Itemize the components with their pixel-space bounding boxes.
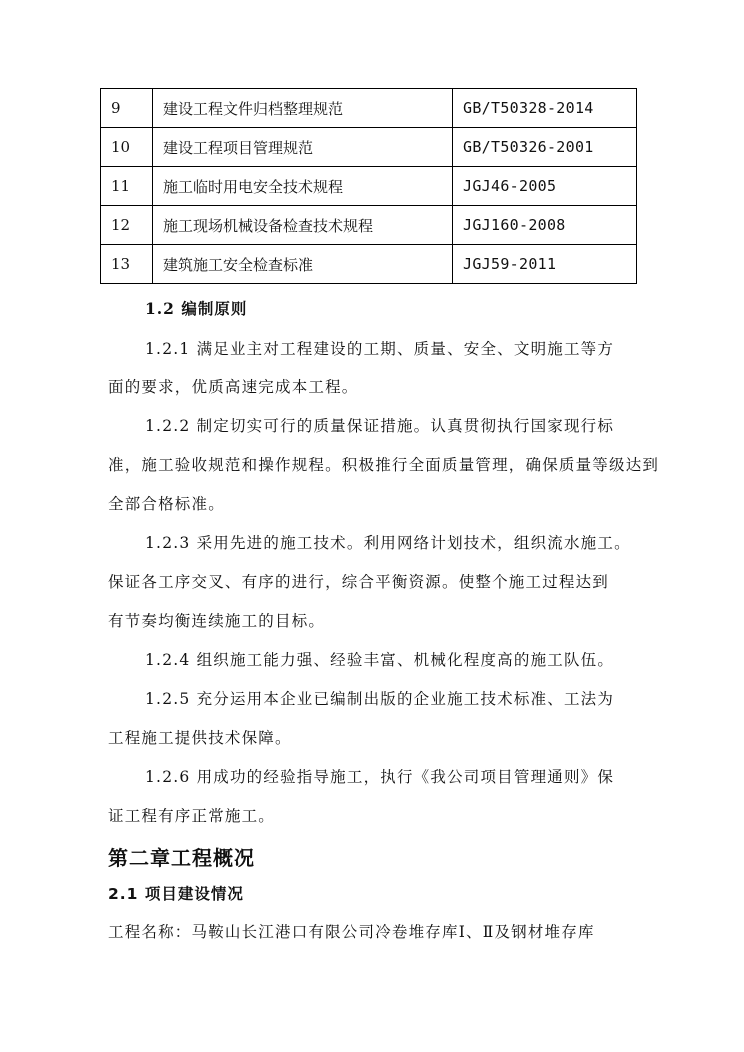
- standard-code: JGJ59-2011: [453, 245, 637, 284]
- paragraph-line: 1.2.6 用成功的经验指导施工，执行《我公司项目管理通则》保: [145, 768, 615, 786]
- row-number: 11: [101, 167, 153, 206]
- section-heading-1-2: 1.2 编制原则: [145, 299, 248, 318]
- section-heading-2-1: 2.1 项目建设情况: [108, 885, 244, 903]
- standard-code: GB/T50328-2014: [453, 89, 637, 128]
- paragraph-line: 1.2.1 满足业主对工程建设的工期、质量、安全、文明施工等方: [145, 340, 615, 358]
- standards-table: [100, 88, 637, 284]
- row-number: 10: [101, 128, 153, 167]
- table-row: [101, 128, 637, 167]
- paragraph-line: 1.2.4 组织施工能力强、经验丰富、机械化程度高的施工队伍。: [145, 651, 615, 669]
- paragraph-line: 1.2.3 采用先进的施工技术。利用网络计划技术，组织流水施工。: [145, 534, 631, 552]
- project-name-line: 工程名称：马鞍山长江港口有限公司冷卷堆存库Ⅰ、Ⅱ及钢材堆存库: [108, 923, 595, 941]
- paragraph-line: 准，施工验收规范和操作规程。积极推行全面质量管理，确保质量等级达到: [108, 456, 660, 474]
- standard-name: 建设工程项目管理规范: [153, 128, 453, 167]
- standard-name: 施工现场机械设备检查技术规程: [153, 206, 453, 245]
- row-number: 9: [101, 89, 153, 128]
- table-row: [101, 89, 637, 128]
- row-number: 13: [101, 245, 153, 284]
- table-row: [101, 167, 637, 206]
- standard-code: JGJ46-2005: [453, 167, 637, 206]
- paragraph-line: 工程施工提供技术保障。: [108, 729, 292, 747]
- paragraph-line: 面的要求，优质高速完成本工程。: [108, 378, 359, 396]
- paragraph-line: 1.2.2 制定切实可行的质量保证措施。认真贯彻执行国家现行标: [145, 417, 615, 435]
- row-number: 12: [101, 206, 153, 245]
- standard-name: 施工临时用电安全技术规程: [153, 167, 453, 206]
- standard-name: 建设工程文件归档整理规范: [153, 89, 453, 128]
- paragraph-line: 1.2.5 充分运用本企业已编制出版的企业施工技术标准、工法为: [145, 690, 615, 708]
- paragraph-line: 全部合格标准。: [108, 495, 225, 513]
- paragraph-line: 证工程有序正常施工。: [108, 807, 276, 825]
- chapter-heading: 第二章工程概况: [108, 846, 255, 870]
- standard-code: GB/T50326-2001: [453, 128, 637, 167]
- paragraph-line: 有节奏均衡连续施工的目标。: [108, 612, 326, 630]
- table-row: [101, 245, 637, 284]
- standard-code: JGJ160-2008: [453, 206, 637, 245]
- paragraph-line: 保证各工序交叉、有序的进行，综合平衡资源。使整个施工过程达到: [108, 573, 610, 591]
- table-row: [101, 206, 637, 245]
- standard-name: 建筑施工安全检查标准: [153, 245, 453, 284]
